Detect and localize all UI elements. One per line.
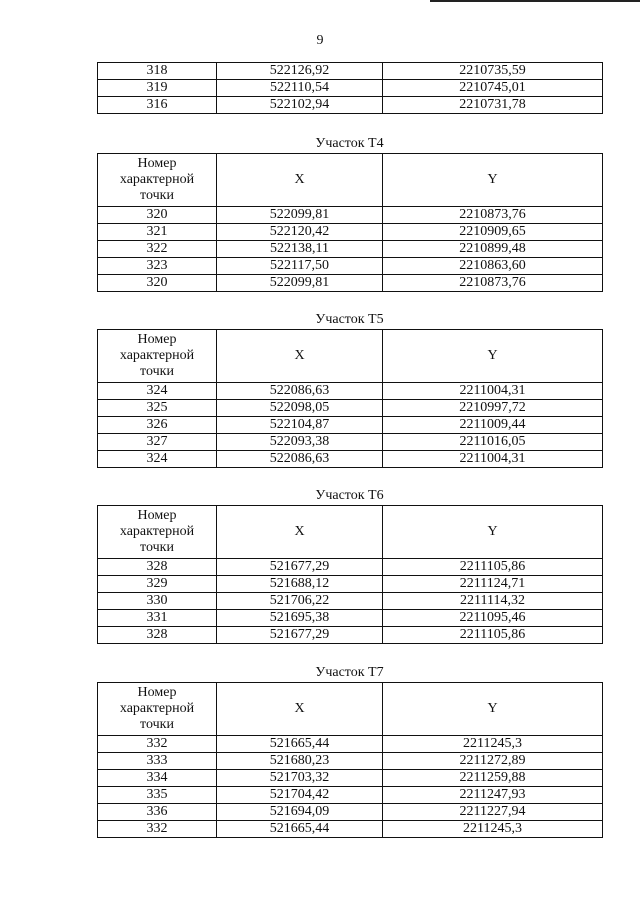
- table-row: [98, 576, 603, 593]
- y-coordinate-cell: 2210997,72: [383, 400, 603, 417]
- y-coordinate-cell: 2211105,86: [383, 627, 603, 644]
- point-number-cell: 332: [98, 736, 217, 753]
- coordinates-table-continuation: [97, 62, 603, 114]
- x-coordinate-cell: 521665,44: [217, 736, 383, 753]
- section-title: Участок Т5: [315, 312, 384, 327]
- y-coordinate-cell: 2211004,31: [383, 451, 603, 468]
- x-coordinate-cell: 521680,23: [217, 753, 383, 770]
- y-coordinate-cell: 2211247,93: [383, 787, 603, 804]
- x-coordinate-cell: 521677,29: [217, 559, 383, 576]
- point-number-header: Номер характерной точки: [98, 683, 217, 736]
- table-row: [98, 804, 603, 821]
- section-t5: [97, 311, 602, 468]
- x-coordinate-cell: 522120,42: [217, 224, 383, 241]
- y-coordinate-cell: 2211016,05: [383, 434, 603, 451]
- table-header-row: [98, 683, 603, 736]
- table-row: [98, 207, 603, 224]
- y-coordinate-cell: 2210899,48: [383, 241, 603, 258]
- y-coordinate-cell: 2211114,32: [383, 593, 603, 610]
- point-number-cell: 327: [98, 434, 217, 451]
- y-coordinate-cell: 2211105,86: [383, 559, 603, 576]
- coordinates-table: [97, 682, 603, 838]
- x-coordinate-cell: 522093,38: [217, 434, 383, 451]
- page-number: 9: [316, 33, 324, 48]
- y-coordinate-cell: 2210873,76: [383, 275, 603, 292]
- section-title: Участок Т6: [315, 488, 384, 503]
- scan-edge-mark: [430, 0, 640, 2]
- y-header: Y: [383, 154, 603, 207]
- point-number-cell: 329: [98, 576, 217, 593]
- x-coordinate-cell: 521677,29: [217, 627, 383, 644]
- point-number-cell: 336: [98, 804, 217, 821]
- table-row: [98, 610, 603, 627]
- x-coordinate-cell: 521694,09: [217, 804, 383, 821]
- x-coordinate-cell: 522117,50: [217, 258, 383, 275]
- x-coordinate-cell: 522099,81: [217, 207, 383, 224]
- x-header: X: [217, 506, 383, 559]
- x-coordinate-cell: 521704,42: [217, 787, 383, 804]
- section-t7: [97, 664, 602, 838]
- y-header: Y: [383, 330, 603, 383]
- table-row: [98, 224, 603, 241]
- table-row: [98, 736, 603, 753]
- y-coordinate-cell: 2210745,01: [383, 80, 603, 97]
- x-header: X: [217, 330, 383, 383]
- y-coordinate-cell: 2211227,94: [383, 804, 603, 821]
- point-number-cell: 320: [98, 275, 217, 292]
- table-header-row: [98, 330, 603, 383]
- point-number-cell: 326: [98, 417, 217, 434]
- table-row: [98, 770, 603, 787]
- x-coordinate-cell: 522102,94: [217, 97, 383, 114]
- point-number-cell: 325: [98, 400, 217, 417]
- table-row: [98, 417, 603, 434]
- x-coordinate-cell: 522138,11: [217, 241, 383, 258]
- table-row: [98, 787, 603, 804]
- table-header-row: [98, 506, 603, 559]
- x-coordinate-cell: 521695,38: [217, 610, 383, 627]
- table-row: [98, 451, 603, 468]
- y-coordinate-cell: 2211245,3: [383, 821, 603, 838]
- point-number-header: Номер характерной точки: [98, 330, 217, 383]
- table-row: [98, 258, 603, 275]
- coordinates-table: [97, 329, 603, 468]
- x-coordinate-cell: 521706,22: [217, 593, 383, 610]
- table-row: [98, 593, 603, 610]
- table-row: [98, 80, 603, 97]
- y-coordinate-cell: 2211004,31: [383, 383, 603, 400]
- table-row: [98, 821, 603, 838]
- y-coordinate-cell: 2211009,44: [383, 417, 603, 434]
- y-coordinate-cell: 2210909,65: [383, 224, 603, 241]
- point-number-cell: 334: [98, 770, 217, 787]
- point-number-cell: 330: [98, 593, 217, 610]
- coordinates-table: [97, 153, 603, 292]
- table-row: [98, 241, 603, 258]
- section-t6: [97, 487, 602, 644]
- point-number-cell: 318: [98, 63, 217, 80]
- x-coordinate-cell: 522104,87: [217, 417, 383, 434]
- y-coordinate-cell: 2211124,71: [383, 576, 603, 593]
- table-row: [98, 559, 603, 576]
- y-coordinate-cell: 2210731,78: [383, 97, 603, 114]
- point-number-header: Номер характерной точки: [98, 506, 217, 559]
- point-number-cell: 324: [98, 383, 217, 400]
- point-number-cell: 322: [98, 241, 217, 258]
- table-header-row: [98, 154, 603, 207]
- y-coordinate-cell: 2211245,3: [383, 736, 603, 753]
- x-header: X: [217, 154, 383, 207]
- table-row: [98, 627, 603, 644]
- x-coordinate-cell: 522098,05: [217, 400, 383, 417]
- x-coordinate-cell: 522126,92: [217, 63, 383, 80]
- point-number-cell: 321: [98, 224, 217, 241]
- point-number-cell: 324: [98, 451, 217, 468]
- point-number-cell: 316: [98, 97, 217, 114]
- point-number-header: Номер характерной точки: [98, 154, 217, 207]
- point-number-cell: 333: [98, 753, 217, 770]
- section-title: Участок Т4: [315, 136, 384, 151]
- table-row: [98, 383, 603, 400]
- section-title: Участок Т7: [315, 665, 384, 680]
- y-coordinate-cell: 2210863,60: [383, 258, 603, 275]
- coordinates-table: [97, 505, 603, 644]
- x-coordinate-cell: 522099,81: [217, 275, 383, 292]
- x-coordinate-cell: 522110,54: [217, 80, 383, 97]
- continuation-section: [97, 62, 602, 114]
- y-coordinate-cell: 2210873,76: [383, 207, 603, 224]
- x-coordinate-cell: 521688,12: [217, 576, 383, 593]
- x-header: X: [217, 683, 383, 736]
- y-coordinate-cell: 2211272,89: [383, 753, 603, 770]
- y-coordinate-cell: 2210735,59: [383, 63, 603, 80]
- x-coordinate-cell: 522086,63: [217, 451, 383, 468]
- point-number-cell: 331: [98, 610, 217, 627]
- point-number-cell: 332: [98, 821, 217, 838]
- point-number-cell: 319: [98, 80, 217, 97]
- x-coordinate-cell: 521665,44: [217, 821, 383, 838]
- point-number-cell: 323: [98, 258, 217, 275]
- table-row: [98, 63, 603, 80]
- point-number-cell: 335: [98, 787, 217, 804]
- x-coordinate-cell: 521703,32: [217, 770, 383, 787]
- y-header: Y: [383, 506, 603, 559]
- section-t4: [97, 135, 602, 292]
- y-header: Y: [383, 683, 603, 736]
- table-row: [98, 400, 603, 417]
- x-coordinate-cell: 522086,63: [217, 383, 383, 400]
- table-row: [98, 97, 603, 114]
- y-coordinate-cell: 2211259,88: [383, 770, 603, 787]
- y-coordinate-cell: 2211095,46: [383, 610, 603, 627]
- point-number-cell: 320: [98, 207, 217, 224]
- table-row: [98, 275, 603, 292]
- point-number-cell: 328: [98, 627, 217, 644]
- point-number-cell: 328: [98, 559, 217, 576]
- table-row: [98, 753, 603, 770]
- table-row: [98, 434, 603, 451]
